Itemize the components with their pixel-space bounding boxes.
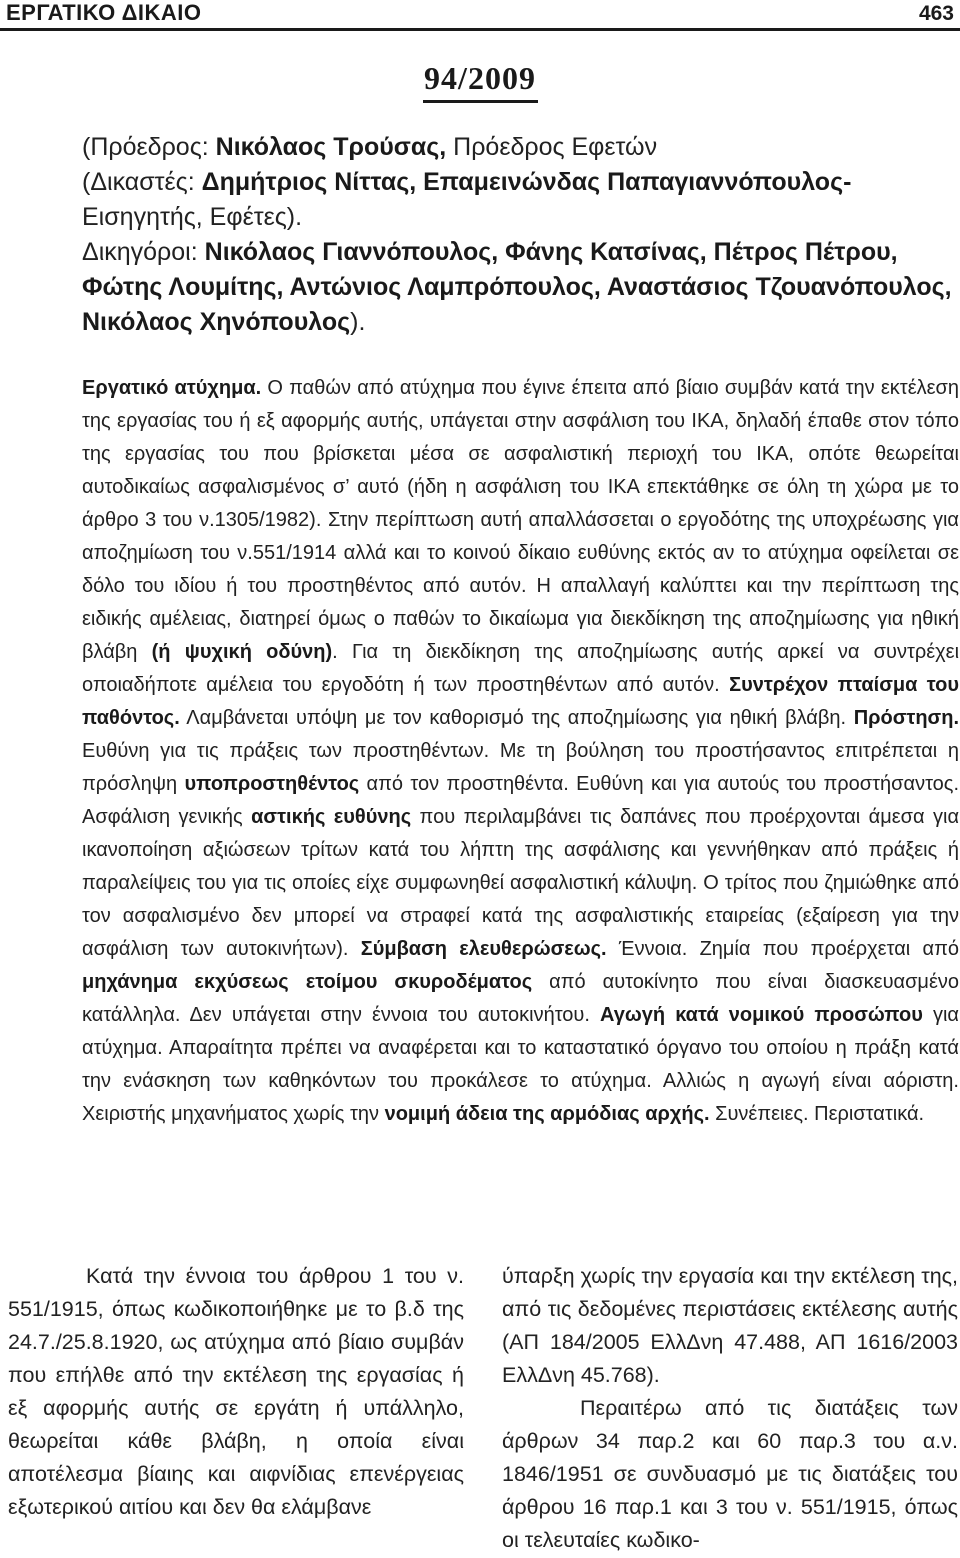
judges-close: Εισηγητής, Εφέτες).: [82, 203, 303, 231]
headnote-text: . Για τη διεκδίκηση της αποζημίωσης αυτής αρκεί να συντρέχει οποιαδήποτε αμέλεια του εργοδότη ή των προστηθέντων από αυτόν.: [82, 641, 960, 696]
president-open: (Πρόεδρος:: [82, 133, 216, 161]
headnote-keyword: υποπροστηθέντος: [184, 773, 360, 795]
president-title: Πρόεδρος Εφετών: [446, 133, 658, 161]
headnote-summary: [82, 372, 959, 1131]
lawyers-line: [82, 235, 960, 340]
headnote-paragraph: [82, 372, 959, 1131]
section-title: ΕΡΓΑΤΙΚΟ ΔΙΚΑΙΟ: [6, 0, 202, 25]
president-line: [82, 130, 960, 165]
headnote-text: Ευθύνη για τις πράξεις των προστηθέντων. Με τη βούληση του προστήσαντος επιτρέπεται η πρόσληψη: [82, 740, 959, 795]
headnote-keyword: (ή ψυχική οδύνη): [151, 641, 333, 663]
headnote-keyword: νομιμή άδεια της αρμόδιας αρχής.: [384, 1103, 710, 1125]
body-paragraph: Κατά την έννοια του άρθρου 1 του ν. 551/1915, όπως κωδικοποιήθηκε με το β.δ της 24.7./25.8.1920, ως ατύχημα από βίαιο συμβάν που επήλθε από την εκτέλεση της εργασίας ή εξ αφορμής αυτής σε εργάτη ή υπάλληλο, θεωρείται κάθε βλάβη, η οποία είναι αποτέλεσμα βίαιης και αιφνίδιας επενέργειας εξωτερικού αιτίου και δεν θα ελάμβανε: [8, 1264, 464, 1519]
headnote-text: που περιλαμβάνει τις δαπάνες που προέρχονται άμεσα για ικανοποίηση αξιώσεων τρίτων κατά του λήπτη της ασφάλισης και γεννήθηκαν από πράξεις ή παραλείψεις του για τις οποίες είχε συμφωνηθεί ασφαλιστική κάλυψη. Ο τρίτος που ζημιώθηκε από τον ασφαλισμένο δεν μπορεί να στραφεί κατά της ασφαλιστικής εταιρείας (εξαίρεση για την ασφάλιση των αυτοκινήτων).: [82, 806, 960, 960]
running-header: [0, 0, 960, 31]
headnote-text: Λαμβάνεται υπόψη με τον καθορισμό της αποζημίωσης για ηθική βλάβη.: [179, 707, 854, 729]
headnote-keyword: Πρόστηση.: [853, 707, 959, 729]
headnote-text: από τον προστηθέντα. Ευθύνη και για αυτούς του προστήσαντος. Ασφάλιση γενικής: [82, 773, 959, 828]
case-number: 94/2009: [424, 60, 536, 96]
headnote-text: για ατύχημα. Απαραίτητα πρέπει να αναφέρεται και το καταστατικό όργανο του οποίου η πράξη κατά την ενάσκηση των καθηκόντων του προκάλεσε το ατύχημα. Αλλιώς η αγωγή είναι αόριστη. Χειριστής μηχανήματος χωρίς την: [82, 1004, 959, 1125]
lawyers-open: Δικηγόροι:: [82, 238, 205, 266]
headnote-keyword: αστικής ευθύνης: [251, 806, 412, 828]
headnote-text: από αυτοκίνητο που είναι διασκευασμένο κατάλληλα. Δεν υπάγεται στην έννοια του αυτοκινήτου.: [82, 971, 959, 1026]
body-paragraph: Περαιτέρω από τις διατάξεις των άρθρων 34 παρ.2 και 60 παρ.3 του α.ν. 1846/1951 σε συνδυασμό με τις διατάξεις του άρθρου 16 παρ.1 και 3 του ν. 551/1915, όπως οι τελευταίες κωδικο-: [502, 1396, 958, 1552]
body-right-column: [502, 1260, 958, 1557]
judges-open: (Δικαστές:: [82, 168, 202, 196]
headnote-keyword: Συντρέχον πταίσμα του παθόντος.: [82, 674, 959, 729]
court-composition: [82, 130, 960, 340]
president-name: Νικόλαος Τρούσας,: [215, 133, 447, 161]
headnote-text: Έννοια. Ζημία που προέρχεται από: [606, 938, 959, 960]
headnote-text: Ο παθών από ατύχημα που έγινε έπειτα από βίαιο συμβάν κατά την εκτέλεση της εργασίας του ή εξ αφορμής αυτής, υπάγεται στην ασφάλιση του ΙΚΑ, δηλαδή έπαθε στον τόπο της εργασίας του που βρίσκεται μέσα σε ασφαλιστική περιοχή του ΙΚΑ, οπότε θεωρείται αυτοδικαίως ασφαλισμένος σ’ αυτό (ήδη η ασφάλιση του ΙΚΑ επεκτάθηκε σε όλη τη χώρα με το άρθρο 3 του ν.1305/1982). Στην περίπτωση αυτή απαλλάσσεται ο εργοδότης της υποχρέωσης για αποζημίωση του ν.551/1914 αλλά και το κοινού δίκαιο ευθύνης εκτός αν το ατύχημα οφείλεται σε δόλο του ιδίου ή του προστηθέντος από αυτόν. Η απαλλαγή καλύπτει και την περίπτωση της ειδικής αμέλειας, διατηρεί όμως ο παθών το δικαίωμα για διεκδίκηση της αποζημίωσης για ηθική βλάβη: [82, 377, 959, 663]
body-paragraph: ύπαρξη χωρίς την εργασία και την εκτέλεση της, από τις δεδομένες περιστάσεις εκτέλεσης αυτής (ΑΠ 184/2005 ΕλλΔνη 47.488, ΑΠ 1616/2003 ΕλλΔνη 45.768).: [502, 1264, 958, 1387]
headnote-text: Συνέπειες. Περιστατικά.: [709, 1103, 925, 1125]
lawyers-names: Νικόλαος Γιαννόπουλος, Φάνης Κατσίνας, Πέτρος Πέτρου, Φώτης Λουμίτης, Αντώνιος Λαμπρόπουλος, Αναστάσιος Τζουανόπουλος, Νικόλαος Χηνόπουλος: [82, 238, 952, 336]
case-number-underline: [423, 100, 538, 103]
headnote-keyword: Εργατικό ατύχημα.: [82, 377, 262, 399]
page-number: 463: [918, 2, 954, 25]
lawyers-close: ).: [350, 308, 366, 336]
body-left-column: [8, 1260, 464, 1524]
judges-line: [82, 165, 960, 200]
headnote-keyword: μηχάνημα εκχύσεως ετοίμου σκυροδέματος: [82, 971, 533, 993]
headnote-keyword: Σύμβαση ελευθερώσεως.: [360, 938, 607, 960]
headnote-keyword: Αγωγή κατά νομικού προσώπου: [600, 1004, 923, 1026]
judges-names: Δημήτριος Νίττας, Επαμεινώνδας Παπαγιαννόπουλος-: [201, 168, 852, 196]
